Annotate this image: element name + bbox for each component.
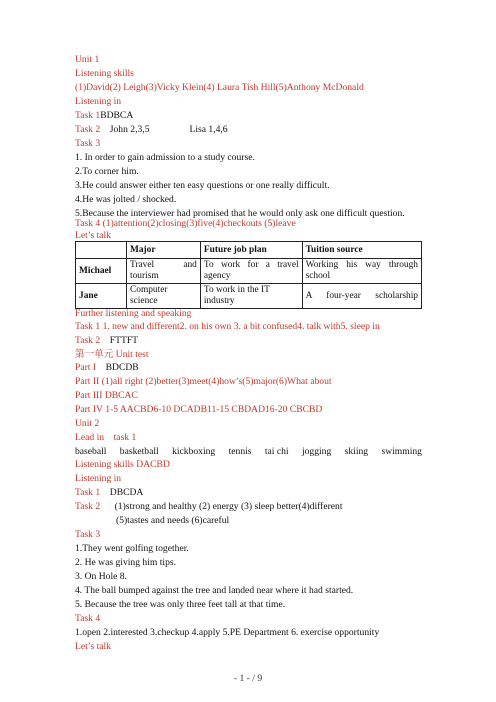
answer-line: Task 4 (1)attention(2)closing(3)five(4)checkouts (5)leave — [75, 218, 296, 229]
answer-line: Part II (1)all right (2)better(3)meet(4)how’s(5)major(6)What about — [75, 376, 332, 387]
table-cell: To work for a travel agency — [200, 259, 302, 284]
task-label: Task 1 — [75, 110, 101, 121]
task-label: Task 2 — [75, 124, 101, 135]
table-header-row — [76, 242, 422, 259]
section-heading: Listening in — [75, 473, 122, 484]
section-heading: Listening in — [75, 96, 122, 107]
answer-text: DBCDA — [109, 487, 144, 498]
answer-text: Task 1 1. new and different2. on his own 3. a bit confused4. talk with5. sleep in — [75, 321, 380, 332]
answer-line: Part IV 1-5 AACBD6-10 DCADB11-15 CBDAD16-20 CBCBD — [75, 404, 323, 415]
table-header: Major — [127, 242, 201, 259]
answer-line: 5.Because the interviewer had promised that he would only ask one difficult question. — [75, 208, 405, 219]
list-item: kickboxing — [172, 446, 216, 457]
section-heading: Let’s talk — [75, 641, 111, 652]
answer-line: 4.He was jolted / shocked. — [75, 194, 177, 205]
answer-text: BDBCA — [100, 110, 134, 121]
list-item: basketball — [119, 446, 159, 457]
page-number: - 1 - / 9 — [233, 673, 263, 684]
answer-line: 1.They went golfing together. — [75, 543, 189, 554]
answer-line: 1. In order to gain admission to a study course. — [75, 152, 255, 163]
table-header-empty — [76, 242, 127, 259]
answer-line: 5. Because the tree was only three feet tall at that time. — [75, 599, 286, 610]
table-header: Future job plan — [200, 242, 302, 259]
answer-line: 2. He was giving him tips. — [75, 557, 176, 568]
list-item: skiing — [344, 446, 369, 457]
task-label: Task 2 — [75, 501, 101, 512]
section-heading: Listening skills — [75, 68, 134, 79]
table-cell: Computer science — [127, 284, 201, 309]
unit-heading: Unit 1 — [75, 54, 100, 65]
row-name: Michael — [76, 259, 127, 284]
lets-talk-table — [75, 241, 422, 309]
answer-line: Part III DBCAC — [75, 390, 138, 401]
answer-line: (1)David(2) Leigh(3)Vicky Klein(4) Laura Tish Hill(5)Anthony McDonald — [75, 82, 364, 93]
section-heading: Further listening and speaking — [75, 308, 192, 319]
list-item: tennis — [228, 446, 252, 457]
answer-line — [75, 110, 133, 122]
list-item: tai chi — [264, 446, 289, 457]
answer-line — [75, 335, 138, 347]
list-item: baseball — [75, 446, 107, 457]
table-cell: Travel and tourism — [127, 259, 201, 284]
unit-heading: Unit 2 — [75, 418, 100, 429]
part-label: Part I — [75, 362, 97, 373]
answer-line: 2.To corner him. — [75, 166, 139, 177]
answer-line: 3. On Hole 8. — [75, 571, 127, 582]
table-cell: Working his way through school — [302, 259, 421, 284]
task-label: Task 1 — [75, 487, 101, 498]
answer-text: (1)strong and healthy (2) energy (3) sleep better(4)different — [114, 501, 343, 512]
answer-line: (5)tastes and needs (6)careful — [116, 515, 230, 526]
answer-line: Listening skills DACBD — [75, 459, 170, 470]
list-item: jogging — [301, 446, 332, 457]
answer-line — [75, 321, 380, 333]
answer-line: 3.He could answer either ten easy questions or one really difficult. — [75, 180, 330, 191]
table-row — [76, 259, 422, 284]
task-label: Task 3 — [75, 138, 101, 149]
row-name: Jane — [76, 284, 127, 309]
answer-line — [75, 432, 136, 444]
table-cell: To work in the IT industry — [200, 284, 302, 309]
answer-line — [75, 124, 228, 136]
task-label: Task 3 — [75, 529, 101, 540]
test-heading: 第一单元 Unit test — [75, 349, 149, 360]
task-label: task 1 — [113, 432, 137, 443]
sports-word-list — [75, 446, 422, 458]
table-header: Tuition source — [302, 242, 421, 259]
answer-line: 4. The ball bumped against the tree and landed near where it had started. — [75, 585, 354, 596]
answer-text: John 2,3,5 — [109, 124, 150, 135]
section-label: Lead in — [75, 432, 105, 443]
answer-text: Lisa 1,4,6 — [189, 124, 228, 135]
answer-line — [75, 487, 143, 499]
answer-line — [75, 501, 343, 513]
answer-text: FTTFT — [109, 335, 139, 346]
answer-text: BDCDB — [105, 362, 139, 373]
task-label: Task 4 — [75, 613, 101, 624]
answer-line — [75, 362, 139, 374]
section-heading: Let’s talk — [75, 230, 111, 241]
task-label: Task 2 — [75, 335, 101, 346]
table-cell: A four-year scholarship — [302, 284, 421, 309]
answer-line: 1.open 2.interested 3.checkup 4.apply 5.PE Department 6. exercise opportunity — [75, 627, 380, 638]
list-item: swimming — [381, 446, 422, 457]
table-row — [76, 284, 422, 309]
